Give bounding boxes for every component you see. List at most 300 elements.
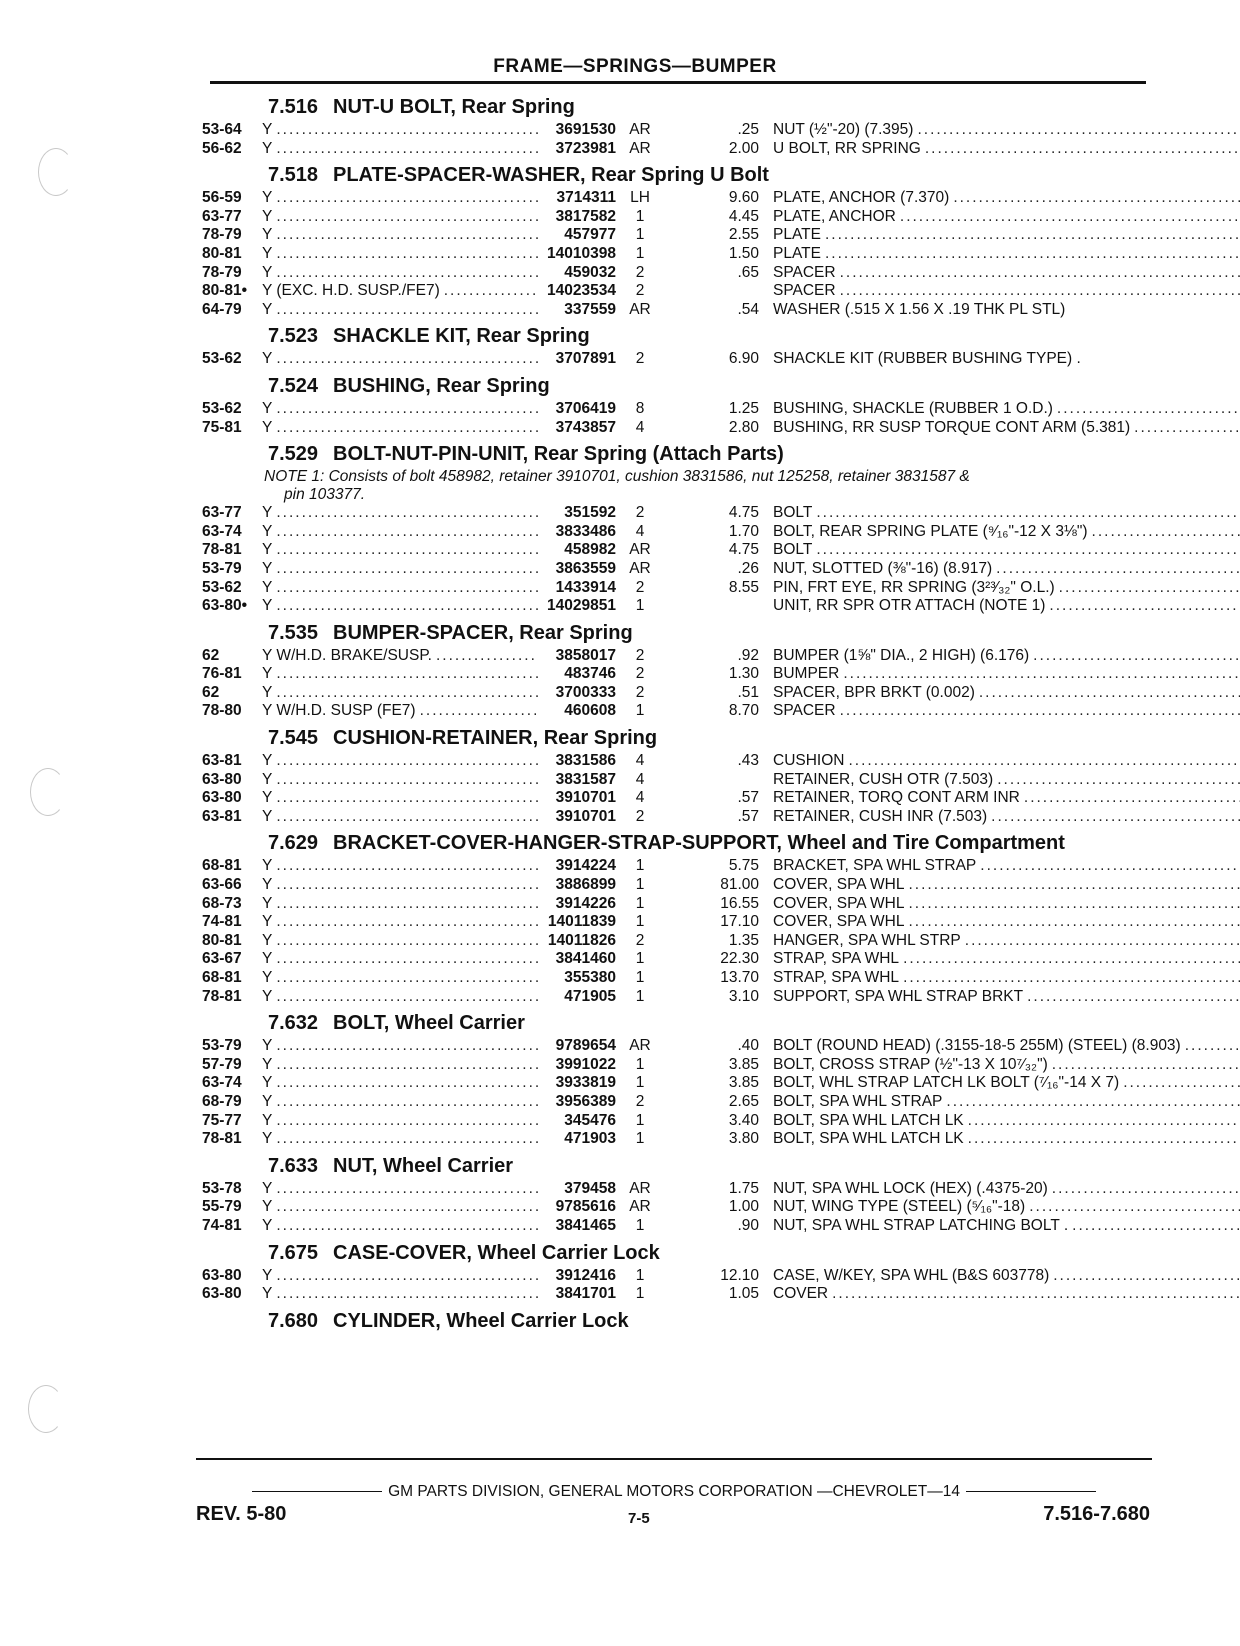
- part-description: [773, 245, 1240, 264]
- part-number: 3912416: [555, 1266, 616, 1284]
- usage-code: [262, 913, 538, 932]
- part-number: 3841701: [555, 1285, 616, 1303]
- dot-leader: [272, 665, 538, 684]
- section-number: 7.516: [268, 96, 319, 118]
- parts-row: [202, 950, 1152, 969]
- price: 3.85: [728, 1074, 759, 1092]
- usage-code: [262, 876, 538, 895]
- price: 4.75: [728, 504, 759, 522]
- quantity: 2: [635, 504, 645, 522]
- usage-text: Y: [262, 504, 273, 522]
- dot-leader: [272, 950, 538, 969]
- dot-leader: [272, 988, 538, 1007]
- model-years: 62: [202, 683, 220, 701]
- dot-leader: [272, 264, 538, 283]
- price: 12.10: [720, 1266, 759, 1284]
- usage-code: [262, 684, 538, 703]
- usage-text: Y: [262, 300, 273, 318]
- parts-row: [202, 226, 1152, 245]
- dot-leader: [1130, 419, 1240, 438]
- quantity: 1: [635, 1216, 645, 1234]
- price: 1.70: [728, 522, 759, 540]
- price: .65: [737, 263, 759, 281]
- model-years: 63-67: [202, 950, 242, 968]
- dot-leader: [987, 808, 1240, 827]
- catalog-section: [202, 831, 1152, 1006]
- part-description: [773, 282, 1240, 301]
- part-description: [773, 1056, 1240, 1075]
- description-text: BUSHING, SHACKLE (RUBBER 1 O.D.): [773, 399, 1053, 417]
- quantity: 2: [635, 350, 645, 368]
- price: 9.60: [728, 189, 759, 207]
- part-description: [773, 419, 1240, 438]
- description-text: HANGER, SPA WHL STRP: [773, 931, 961, 949]
- price: .25: [737, 121, 759, 138]
- usage-code: [262, 1056, 538, 1075]
- usage-code: [262, 752, 538, 771]
- usage-code: [262, 895, 538, 914]
- part-number: 3933819: [555, 1074, 616, 1092]
- price: 2.80: [728, 418, 759, 436]
- quantity: 1: [635, 1074, 645, 1092]
- part-description: [773, 579, 1240, 598]
- description-text: UNIT, RR SPR OTR ATTACH (NOTE 1): [773, 597, 1046, 615]
- quantity: 1: [635, 913, 645, 931]
- dot-leader: [1023, 988, 1240, 1007]
- model-years: 68-73: [202, 894, 242, 912]
- part-description: [773, 1093, 1240, 1112]
- price: 3.85: [728, 1055, 759, 1073]
- dot-leader: [828, 1285, 1240, 1304]
- footer-rule-right: [966, 1491, 1096, 1492]
- parts-row: [202, 419, 1152, 438]
- quantity: 2: [635, 578, 645, 596]
- quantity: 4: [635, 522, 645, 540]
- model-years: 63-80: [202, 789, 242, 807]
- description-text: U BOLT, RR SPRING: [773, 139, 921, 157]
- section-title: PLATE-SPACER-WASHER, Rear Spring U Bolt: [333, 164, 769, 187]
- usage-code: [262, 969, 538, 988]
- footer-division: [196, 1483, 1152, 1501]
- description-text: PLATE, ANCHOR: [773, 207, 896, 225]
- price: .57: [737, 807, 759, 825]
- usage-code: [262, 1093, 538, 1112]
- dot-leader: [272, 1130, 538, 1149]
- binder-hole-top: [38, 148, 74, 196]
- description-text: SUPPORT, SPA WHL STRAP BRKT: [773, 987, 1024, 1005]
- dot-leader: [905, 876, 1240, 895]
- usage-text: Y: [262, 931, 273, 949]
- usage-text: Y: [262, 894, 273, 912]
- usage-code: [262, 541, 538, 560]
- dot-leader: [272, 350, 538, 369]
- parts-row: [202, 876, 1152, 895]
- catalog-section: [202, 442, 1152, 616]
- price: .51: [737, 683, 759, 701]
- part-number: 3886899: [555, 876, 616, 894]
- quantity: 4: [635, 770, 645, 788]
- dot-leader: [272, 1037, 538, 1056]
- usage-text: Y: [262, 1179, 273, 1197]
- price: 1.35: [728, 931, 759, 949]
- quantity: 1: [635, 1285, 645, 1303]
- parts-row: [202, 560, 1152, 579]
- description-text: SPACER: [773, 263, 836, 281]
- dot-leader: [812, 541, 1240, 560]
- part-number: 3841465: [555, 1216, 616, 1234]
- description-text: STRAP, SPA WHL: [773, 950, 900, 968]
- part-number: 458982: [564, 541, 616, 559]
- parts-row: [202, 523, 1152, 542]
- revision-date: REV. 5-80: [196, 1503, 287, 1525]
- description-text: BOLT: [773, 541, 813, 559]
- parts-row: [202, 1074, 1152, 1093]
- section-title: CASE-COVER, Wheel Carrier Lock: [333, 1241, 660, 1264]
- usage-text: Y: [262, 1130, 273, 1148]
- section-title: BOLT-NUT-PIN-UNIT, Rear Spring (Attach Parts): [333, 443, 784, 466]
- usage-text: Y: [262, 950, 273, 968]
- parts-row: [202, 1198, 1152, 1217]
- usage-text: Y: [262, 665, 273, 683]
- price: 6.90: [728, 350, 759, 368]
- section-heading: [202, 1241, 1152, 1265]
- part-description: [773, 665, 1240, 684]
- description-text: PIN, FRT EYE, RR SPRING (3²³⁄₃₂" O.L.): [773, 578, 1055, 596]
- dot-leader: [272, 789, 538, 808]
- quantity: 1: [635, 702, 645, 720]
- usage-code: [262, 597, 538, 616]
- part-number: 14010398: [547, 244, 616, 262]
- usage-code: [262, 301, 538, 320]
- part-number: 3706419: [555, 399, 616, 417]
- usage-text: Y: [262, 559, 273, 577]
- description-text: BOLT: [773, 504, 813, 522]
- model-years: 63-81: [202, 807, 242, 825]
- dot-leader: [272, 301, 538, 320]
- section-title: CUSHION-RETAINER, Rear Spring: [333, 727, 658, 750]
- dot-leader: [272, 1180, 538, 1199]
- part-number: 471905: [564, 987, 616, 1005]
- usage-text: Y W/H.D. BRAKE/SUSP.: [262, 646, 432, 664]
- part-description: [773, 969, 1240, 988]
- model-years: 68-79: [202, 1092, 242, 1110]
- usage-text: Y: [262, 807, 273, 825]
- dot-leader: [921, 140, 1240, 159]
- quantity: AR: [629, 559, 651, 577]
- model-years: 63-80•: [202, 597, 248, 615]
- dot-leader: [992, 560, 1240, 579]
- dot-leader: [905, 895, 1240, 914]
- dot-leader: [844, 752, 1240, 771]
- quantity: AR: [629, 121, 651, 138]
- dot-leader: [432, 647, 538, 666]
- usage-text: Y: [262, 418, 273, 436]
- description-text: BOLT, SPA WHL STRAP: [773, 1092, 943, 1110]
- usage-code: [262, 1130, 538, 1149]
- usage-code: [262, 282, 538, 301]
- quantity: AR: [629, 300, 651, 318]
- usage-code: [262, 226, 538, 245]
- dot-leader: [1088, 523, 1240, 542]
- dot-leader: [942, 1093, 1240, 1112]
- dot-leader: [272, 857, 538, 876]
- description-text: CASE, W/KEY, SPA WHL (B&S 603778): [773, 1266, 1050, 1284]
- usage-text: Y (EXC. H.D. SUSP./FE7): [262, 282, 440, 300]
- description-text: BUSHING, RR SUSP TORQUE CONT ARM (5.381): [773, 418, 1131, 436]
- section-number: 7.680: [268, 1309, 319, 1332]
- quantity: AR: [629, 139, 651, 157]
- part-description: [773, 597, 1240, 616]
- description-text: BOLT (ROUND HEAD) (.3155-18-5 255M) (STEEL) (8.903): [773, 1037, 1181, 1055]
- binder-hole-middle: [30, 768, 66, 816]
- usage-code: [262, 932, 538, 951]
- section-heading: [202, 95, 1152, 119]
- dot-leader: [272, 684, 538, 703]
- usage-text: Y: [262, 1037, 273, 1055]
- description-text: SPACER: [773, 282, 836, 300]
- usage-code: [262, 245, 538, 264]
- part-description: [773, 1285, 1240, 1304]
- quantity: AR: [629, 1179, 651, 1197]
- model-years: 56-62: [202, 139, 242, 157]
- part-number: 3833486: [555, 522, 616, 540]
- part-description: [773, 264, 1240, 283]
- price: .40: [737, 1037, 759, 1055]
- description-text: COVER: [773, 1285, 829, 1303]
- quantity: 1: [635, 1266, 645, 1284]
- quantity: 1: [635, 950, 645, 968]
- section-number: 7.633: [268, 1154, 319, 1177]
- model-years: 78-79: [202, 263, 242, 281]
- quantity: AR: [629, 1037, 651, 1055]
- model-years: 62: [202, 646, 220, 664]
- part-number: 14023534: [547, 282, 616, 300]
- dot-leader: [899, 969, 1240, 988]
- dot-leader: [272, 541, 538, 560]
- dot-leader: [821, 245, 1240, 264]
- usage-text: Y: [262, 987, 273, 1005]
- model-years: 53-79: [202, 559, 242, 577]
- quantity: 2: [635, 263, 645, 281]
- dot-leader: [272, 419, 538, 438]
- usage-code: [262, 1037, 538, 1056]
- price: 8.70: [728, 702, 759, 720]
- parts-row: [202, 189, 1152, 208]
- part-description: [773, 208, 1240, 227]
- quantity: 8: [635, 399, 645, 417]
- section-range: 7.516-7.680: [1043, 1503, 1150, 1525]
- part-number: 1433914: [555, 578, 616, 596]
- dot-leader: [272, 1112, 538, 1131]
- quantity: 1: [635, 226, 645, 244]
- usage-text: Y: [262, 207, 273, 225]
- model-years: 53-62: [202, 399, 242, 417]
- dot-leader: [272, 932, 538, 951]
- model-years: 55-79: [202, 1198, 242, 1216]
- quantity: AR: [629, 1198, 651, 1216]
- model-years: 53-64: [202, 121, 242, 138]
- dot-leader: [272, 504, 538, 523]
- model-years: 53-62: [202, 578, 242, 596]
- dot-leader: [272, 895, 538, 914]
- part-number: 3831586: [555, 752, 616, 770]
- part-number: 3910701: [555, 807, 616, 825]
- usage-code: [262, 808, 538, 827]
- quantity: 1: [635, 1111, 645, 1129]
- price: .90: [737, 1216, 759, 1234]
- dot-leader: [272, 1074, 538, 1093]
- quantity: 1: [635, 244, 645, 262]
- usage-code: [262, 702, 538, 721]
- usage-code: [262, 400, 538, 419]
- dot-leader: [913, 121, 1240, 140]
- part-number: 3707891: [555, 350, 616, 368]
- price: 1.25: [728, 399, 759, 417]
- usage-text: Y: [262, 263, 273, 281]
- price: 22.30: [720, 950, 759, 968]
- dot-leader: [272, 400, 538, 419]
- part-number: 337559: [564, 300, 616, 318]
- part-description: [773, 950, 1240, 969]
- model-years: 64-79: [202, 300, 242, 318]
- model-years: 80-81: [202, 244, 242, 262]
- quantity: 2: [635, 282, 645, 300]
- part-description: [773, 1217, 1240, 1236]
- quantity: 1: [635, 894, 645, 912]
- usage-code: [262, 857, 538, 876]
- part-description: [773, 140, 1240, 159]
- description-text: BOLT, CROSS STRAP (½"-13 X 10⁷⁄₃₂"): [773, 1055, 1048, 1073]
- usage-code: [262, 789, 538, 808]
- dot-leader: [272, 523, 538, 542]
- dot-leader: [961, 932, 1240, 951]
- parts-row: [202, 579, 1152, 598]
- usage-code: [262, 419, 538, 438]
- binder-hole-bottom: [28, 1385, 64, 1433]
- usage-code: [262, 208, 538, 227]
- parts-row: [202, 752, 1152, 771]
- model-years: 53-62: [202, 350, 242, 368]
- section-number: 7.524: [268, 374, 319, 397]
- dot-leader: [836, 702, 1240, 721]
- part-description: [773, 1130, 1240, 1149]
- quantity: LH: [630, 189, 650, 207]
- quantity: 1: [635, 987, 645, 1005]
- catalog-section: [202, 95, 1152, 158]
- description-text: RETAINER, CUSH OTR (7.503): [773, 770, 994, 788]
- parts-row: [202, 504, 1152, 523]
- usage-text: Y W/H.D. SUSP (FE7): [262, 702, 416, 720]
- description-text: PLATE, ANCHOR (7.370): [773, 189, 950, 207]
- quantity: 2: [635, 665, 645, 683]
- dot-leader: [1045, 597, 1240, 616]
- part-number: 3956389: [555, 1092, 616, 1110]
- part-description: [773, 226, 1240, 245]
- section-title: NUT, Wheel Carrier: [333, 1154, 514, 1177]
- price: .57: [737, 789, 759, 807]
- part-description: [773, 400, 1240, 419]
- section-title: BOLT, Wheel Carrier: [333, 1012, 525, 1035]
- usage-text: Y: [262, 1055, 273, 1073]
- parts-row: [202, 400, 1152, 419]
- section-title: BUMPER-SPACER, Rear Spring: [333, 621, 633, 644]
- model-years: 75-77: [202, 1111, 242, 1129]
- part-description: [773, 1112, 1240, 1131]
- parts-row: [202, 541, 1152, 560]
- parts-row: [202, 264, 1152, 283]
- model-years: 75-81: [202, 418, 242, 436]
- usage-text: Y: [262, 1111, 273, 1129]
- section-number: 7.535: [268, 621, 319, 644]
- dot-leader: [839, 665, 1240, 684]
- usage-code: [262, 264, 538, 283]
- usage-text: Y: [262, 244, 273, 262]
- parts-row: [202, 350, 1152, 369]
- part-number: 14029851: [547, 597, 616, 615]
- section-heading: [202, 324, 1152, 348]
- parts-row: [202, 771, 1152, 790]
- usage-text: Y: [262, 189, 273, 207]
- model-years: 63-77: [202, 207, 242, 225]
- description-text: STRAP, SPA WHL: [773, 969, 900, 986]
- usage-text: Y: [262, 1285, 273, 1303]
- part-description: [773, 752, 1240, 771]
- description-text: BOLT, SPA WHL LATCH LK: [773, 1130, 964, 1148]
- part-description: [773, 1074, 1240, 1093]
- part-number: 3831587: [555, 770, 616, 788]
- usage-code: [262, 1112, 538, 1131]
- part-number: 457977: [564, 226, 616, 244]
- part-description: [773, 1267, 1240, 1286]
- price: 1.05: [728, 1285, 759, 1303]
- description-text: COVER, SPA WHL: [773, 913, 905, 931]
- part-number: 9785616: [555, 1198, 616, 1216]
- description-text: RETAINER, TORQ CONT ARM INR: [773, 789, 1020, 807]
- price: .92: [737, 646, 759, 664]
- dot-leader: [272, 913, 538, 932]
- usage-code: [262, 988, 538, 1007]
- quantity: 1: [635, 1130, 645, 1148]
- usage-code: [262, 665, 538, 684]
- parts-row: [202, 140, 1152, 159]
- dot-leader: [896, 208, 1240, 227]
- catalog-section: [202, 374, 1152, 437]
- parts-row: [202, 932, 1152, 951]
- dot-leader: [440, 282, 538, 301]
- quantity: 2: [635, 931, 645, 949]
- description-text: BUMPER: [773, 665, 840, 683]
- price: 2.55: [728, 226, 759, 244]
- description-text: WASHER (.515 X 1.56 X .19 THK PL STL): [773, 300, 1066, 318]
- description-text: BOLT, REAR SPRING PLATE (⁹⁄₁₆"-12 X 3⅛"): [773, 522, 1088, 540]
- dot-leader: [272, 208, 538, 227]
- quantity: 4: [635, 752, 645, 770]
- section-title: SHACKLE KIT, Rear Spring: [333, 325, 590, 348]
- page-title: FRAME—SPRINGS—BUMPER: [493, 56, 777, 77]
- model-years: 68-81: [202, 857, 242, 875]
- dot-leader: [272, 1285, 538, 1304]
- section-number: 7.629: [268, 832, 319, 855]
- part-description: [773, 504, 1240, 523]
- section-heading: [202, 1309, 1152, 1333]
- parts-row: [202, 665, 1152, 684]
- section-number: 7.545: [268, 727, 319, 750]
- part-description: [773, 876, 1240, 895]
- description-text: NUT, SPA WHL LOCK (HEX) (.4375-20): [773, 1179, 1048, 1197]
- parts-row: [202, 647, 1152, 666]
- parts-row: [202, 913, 1152, 932]
- part-description: [773, 857, 1240, 876]
